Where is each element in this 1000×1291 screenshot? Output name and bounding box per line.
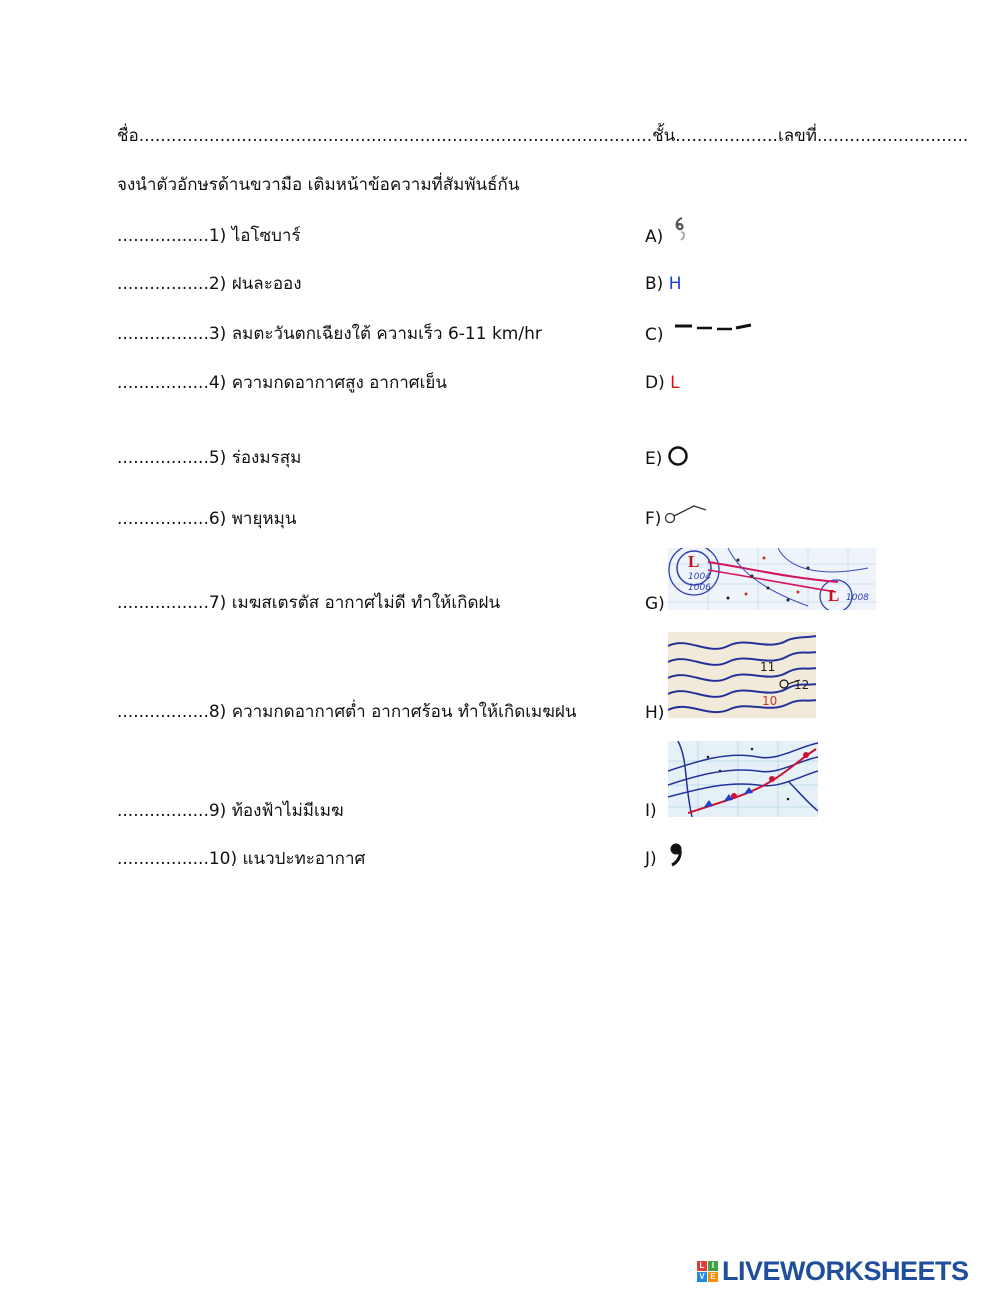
weather-map-h <box>668 632 816 718</box>
question-6: .................6) พายุหมุน <box>117 509 297 529</box>
wind-barb-icon <box>662 500 710 526</box>
logo-text: LIVEWORKSHEETS <box>722 1255 969 1286</box>
answer-d-label <box>645 372 680 394</box>
weather-map-i-lines <box>668 741 818 817</box>
question-8: .................8) ความกดอากาศต่ำ อากาศร้อน ทำให้เกิดเมฆฝน <box>117 702 577 722</box>
question-10: .................10) แนวปะทะอากาศ <box>117 849 366 869</box>
map-h-value-11: 11 <box>760 660 776 674</box>
answer-b-label <box>645 273 682 295</box>
question-4: .................4) ความกดอากาศสูง อากาศเย็น <box>117 373 447 393</box>
question-9: .................9) ท้องฟ้าไม่มีเมฆ <box>117 801 344 821</box>
answer-b-letter: B) <box>645 274 664 294</box>
answer-i-label: I) <box>645 801 657 821</box>
answer-c-label: C) <box>645 325 664 345</box>
drizzle-symbol-icon <box>670 215 690 243</box>
logo-cube-letter-e: E <box>708 1272 718 1282</box>
answer-h-label: H) <box>645 703 665 723</box>
map-h-value-12: 12 <box>794 678 810 692</box>
question-7: .................7) เมฆสเตรตัส อากาศไม่ดี ทำให้เกิดฝน <box>117 593 501 613</box>
question-3: .................3) ลมตะวันตกเฉียงใต้ ความเร็ว 6-11 km/hr <box>117 324 542 344</box>
answer-e-label: E) <box>645 449 663 469</box>
weather-map-g <box>668 548 876 610</box>
question-2: .................2) ฝนละออง <box>117 274 302 294</box>
name-class-number-line: ชื่อ...............................................................................................ชั้น...................เลขที่............................ <box>117 126 969 146</box>
stratus-cloud-symbol-icon <box>672 320 754 336</box>
logo-cube-letter-l: L <box>697 1261 707 1271</box>
answer-a-label: A) <box>645 227 664 247</box>
map-g-isobar-1006: 1006 <box>688 583 711 593</box>
logo-cube-icon <box>697 1261 718 1282</box>
map-g-isobar-1008: 1008 <box>846 593 869 603</box>
instruction-text: จงนำตัวอักษรด้านขวามือ เติมหน้าข้อความที่สัมพันธ์กัน <box>117 175 520 195</box>
answer-f-label: F) <box>645 509 662 529</box>
answer-d-letter: D) <box>645 373 665 393</box>
logo-cube-letter-v: V <box>697 1272 707 1282</box>
weather-map-h-lines <box>668 632 816 718</box>
map-g-low-2: L <box>828 586 840 605</box>
rain-comma-symbol-icon <box>666 840 686 868</box>
logo-cube-letter-i: I <box>708 1261 718 1271</box>
low-pressure-symbol: L <box>670 373 680 393</box>
map-g-low-1: L <box>688 552 700 571</box>
question-5: .................5) ร่องมรสุม <box>117 448 302 468</box>
map-h-value-10: 10 <box>762 694 778 708</box>
weather-map-i <box>668 741 818 817</box>
answer-j-label: J) <box>645 849 657 869</box>
answer-g-label: G) <box>645 594 665 614</box>
question-1: .................1) ไอโซบาร์ <box>117 226 301 246</box>
clear-sky-circle-icon <box>666 444 690 468</box>
liveworksheets-logo <box>697 1254 969 1288</box>
high-pressure-symbol: H <box>668 274 682 294</box>
map-g-isobar-1004: 1004 <box>688 572 711 582</box>
